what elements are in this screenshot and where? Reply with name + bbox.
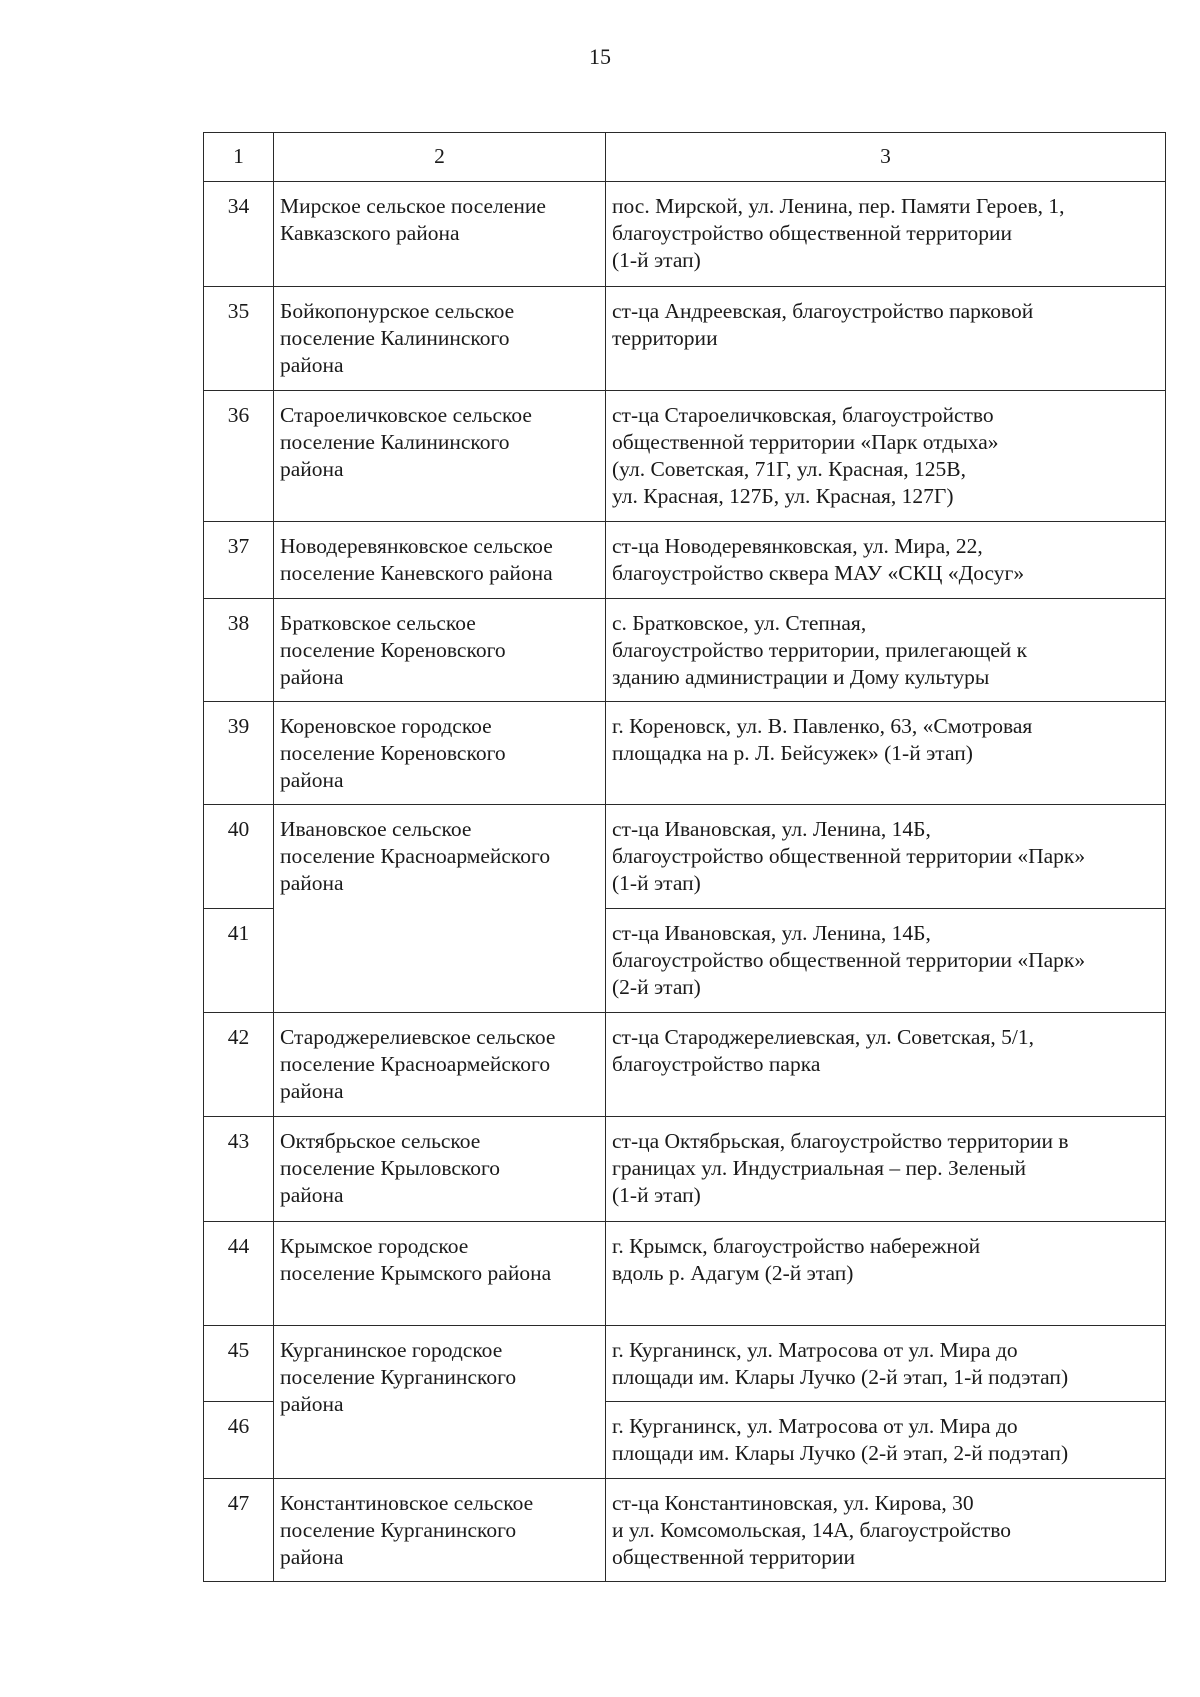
row-number: 36 <box>204 391 274 522</box>
row-number: 42 <box>204 1013 274 1117</box>
row-number: 43 <box>204 1117 274 1222</box>
table-row <box>204 1479 1166 1582</box>
project-cell: г. Курганинск, ул. Матросова от ул. Мира до площади им. Клары Лучко (2-й этап, 2-й подэтап) <box>606 1402 1166 1479</box>
settlement-cell: Староджерелиевское сельское поселение Красноармейского района <box>274 1013 606 1117</box>
project-cell: г. Кореновск, ул. В. Павленко, 63, «Смотровая площадка на р. Л. Бейсужек» (1-й этап) <box>606 702 1166 805</box>
settlement-cell: Крымское городское поселение Крымского района <box>274 1222 606 1326</box>
row-number: 44 <box>204 1222 274 1326</box>
table-row <box>204 1326 1166 1402</box>
row-number: 47 <box>204 1479 274 1582</box>
table-row <box>204 1117 1166 1222</box>
settlement-cell: Ивановское сельское поселение Красноармейского района <box>274 805 606 1013</box>
projects-table <box>203 132 1166 1582</box>
settlement-cell: Кореновское городское поселение Кореновского района <box>274 702 606 805</box>
project-cell: ст-ца Ивановская, ул. Ленина, 14Б, благоустройство общественной территории «Парк» (2-й этап) <box>606 909 1166 1013</box>
row-number: 38 <box>204 599 274 702</box>
settlement-cell: Мирское сельское поселение Кавказского района <box>274 182 606 287</box>
table-row <box>204 805 1166 909</box>
project-cell: ст-ца Ивановская, ул. Ленина, 14Б, благоустройство общественной территории «Парк» (1-й этап) <box>606 805 1166 909</box>
project-cell: с. Братковское, ул. Степная, благоустройство территории, прилегающей к зданию администрации и Дому культуры <box>606 599 1166 702</box>
table-row <box>204 1222 1166 1326</box>
row-number: 41 <box>204 909 274 1013</box>
table-row <box>204 391 1166 522</box>
settlement-cell: Староеличковское сельское поселение Калининского района <box>274 391 606 522</box>
row-number: 37 <box>204 522 274 599</box>
project-cell: ст-ца Константиновская, ул. Кирова, 30 и ул. Комсомольская, 14А, благоустройство общественной территории <box>606 1479 1166 1582</box>
table-row <box>204 599 1166 702</box>
header-cell-2: 2 <box>274 133 606 182</box>
project-cell: ст-ца Староеличковская, благоустройство общественной территории «Парк отдыха» (ул. Советская, 71Г, ул. Красная, 125В, ул. Красная, 127Б, ул. Красная, 127Г) <box>606 391 1166 522</box>
table-row <box>204 1013 1166 1117</box>
row-number: 45 <box>204 1326 274 1402</box>
project-cell: ст-ца Октябрьская, благоустройство территории в границах ул. Индустриальная – пер. Зеленый (1-й этап) <box>606 1117 1166 1222</box>
row-number: 35 <box>204 287 274 391</box>
page-number: 15 <box>589 44 611 69</box>
table-row <box>204 522 1166 599</box>
row-number: 34 <box>204 182 274 287</box>
settlement-cell: Курганинское городское поселение Курганинского района <box>274 1326 606 1479</box>
settlement-cell: Константиновское сельское поселение Курганинского района <box>274 1479 606 1582</box>
table-row <box>204 702 1166 805</box>
project-cell: г. Курганинск, ул. Матросова от ул. Мира до площади им. Клары Лучко (2-й этап, 1-й подэтап) <box>606 1326 1166 1402</box>
header-cell-1: 1 <box>204 133 274 182</box>
project-cell: г. Крымск, благоустройство набережной вдоль р. Адагум (2-й этап) <box>606 1222 1166 1326</box>
settlement-cell: Новодеревянковское сельское поселение Каневского района <box>274 522 606 599</box>
row-number: 40 <box>204 805 274 909</box>
settlement-cell: Бойкопонурское сельское поселение Калининского района <box>274 287 606 391</box>
project-cell: пос. Мирской, ул. Ленина, пер. Памяти Героев, 1, благоустройство общественной территории (1-й этап) <box>606 182 1166 287</box>
settlement-cell: Октябрьское сельское поселение Крыловского района <box>274 1117 606 1222</box>
row-number: 39 <box>204 702 274 805</box>
table-row <box>204 182 1166 287</box>
project-cell: ст-ца Староджерелиевская, ул. Советская, 5/1, благоустройство парка <box>606 1013 1166 1117</box>
project-cell: ст-ца Андреевская, благоустройство парковой территории <box>606 287 1166 391</box>
row-number: 46 <box>204 1402 274 1479</box>
settlement-cell: Братковское сельское поселение Кореновского района <box>274 599 606 702</box>
project-cell: ст-ца Новодеревянковская, ул. Мира, 22, благоустройство сквера МАУ «СКЦ «Досуг» <box>606 522 1166 599</box>
table-header-row <box>204 133 1166 182</box>
header-cell-3: 3 <box>606 133 1166 182</box>
table-row <box>204 287 1166 391</box>
